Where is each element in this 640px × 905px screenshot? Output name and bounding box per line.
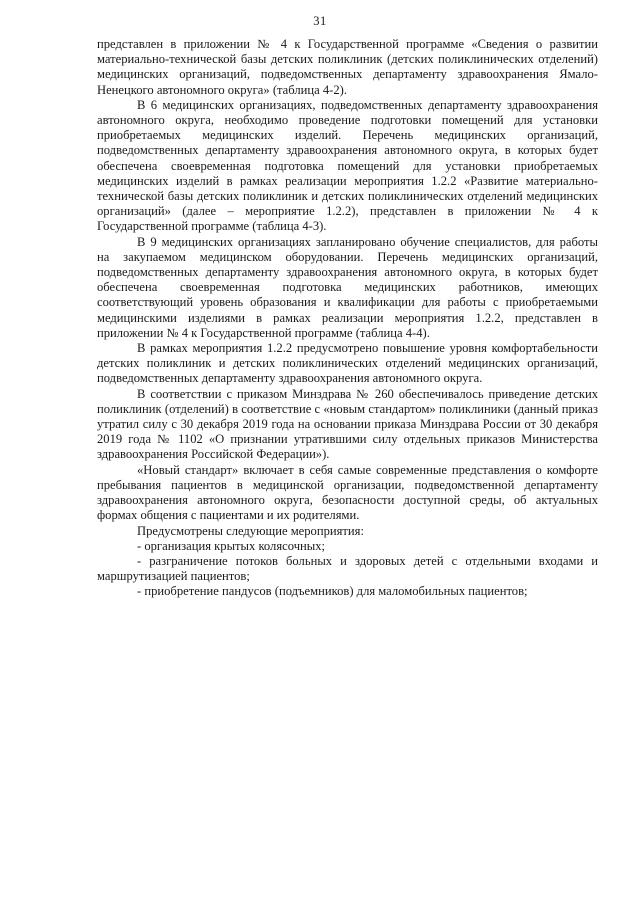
paragraph: В 6 медицинских организациях, подведомственных департаменту здравоохранения автономного округа, необходимо проведение подготовки помещений для установки приобретаемых медицинских изделий. Перечень медицинских организаций, подведомственных департаменту здравоохранения автономного округа, в которых будет обеспечена своевременная подготовка помещений для установки приобретаемых медицинских изделий в рамках реализации мероприятия 1.2.2 «Развитие материально-технической базы детских поликлиник и детских поликлинических отделений медицинских организаций» (далее – мероприятие 1.2.2), представлен в приложении № 4 к Государственной программе (таблица 4-3). — [97, 97, 598, 234]
list-item: - приобретение пандусов (подъемников) для маломобильных пациентов; — [137, 584, 528, 599]
page-number: 31 — [313, 14, 327, 28]
list-item: - разграничение потоков больных и здоровых детей с отдельными входами и маршрутизацией пациентов; — [97, 553, 598, 584]
paragraph: представлен в приложении № 4 к Государственной программе «Сведения о развитии материально-технической базы детских поликлиник (детских поликлинических отделений) медицинских организаций, подведомственных департаменту здравоохранения Ямало-Ненецкого автономного округа» (таблица 4-2). — [97, 37, 598, 97]
list-item: - организация крытых колясочных; — [137, 538, 326, 553]
paragraph: В 9 медицинских организациях запланировано обучение специалистов, для работы на закупаемом медицинском оборудовании. Перечень медицинских организаций, подведомственных департаменту здравоохранения автономного округа, в которых будет обеспечена своевременная подготовка медицинских работников, имеющих соответствующий уровень образования и квалификации для работы с приобретаемыми медицинскими изделиями в рамках реализации мероприятия 1.2.2, представлен в приложении № 4 к Государственной программе (таблица 4-4). — [97, 234, 598, 340]
paragraph: В соответствии с приказом Минздрава № 260 обеспечивалось приведение детских поликлиник (отделений) в соответствие с «новым стандартом» поликлиники (данный приказ утратил силу с 30 декабря 2019 года на основании приказа Минздрава России от 30 декабря 2019 года № 1102 «О признании утратившими силу отдельных приказов Министерства здравоохранения Российской Федерации»). — [97, 386, 598, 462]
measures-list — [97, 539, 598, 600]
document-body — [97, 37, 598, 600]
paragraph: В рамках мероприятия 1.2.2 предусмотрено повышение уровня комфортабельности детских поликлиник и детских поликлинических отделений медицинских организаций, подведомственных департаменту здравоохранения автономного округа. — [97, 341, 598, 386]
list-intro: Предусмотрены следующие мероприятия: — [137, 523, 364, 538]
paragraph: «Новый стандарт» включает в себя самые современные представления о комфорте пребывания пациентов в медицинской организации, подведомственной департаменту здравоохранения автономного округа, безопасности доступной среды, об актуальных формах общения с пациентами и их родителями. — [97, 462, 598, 523]
